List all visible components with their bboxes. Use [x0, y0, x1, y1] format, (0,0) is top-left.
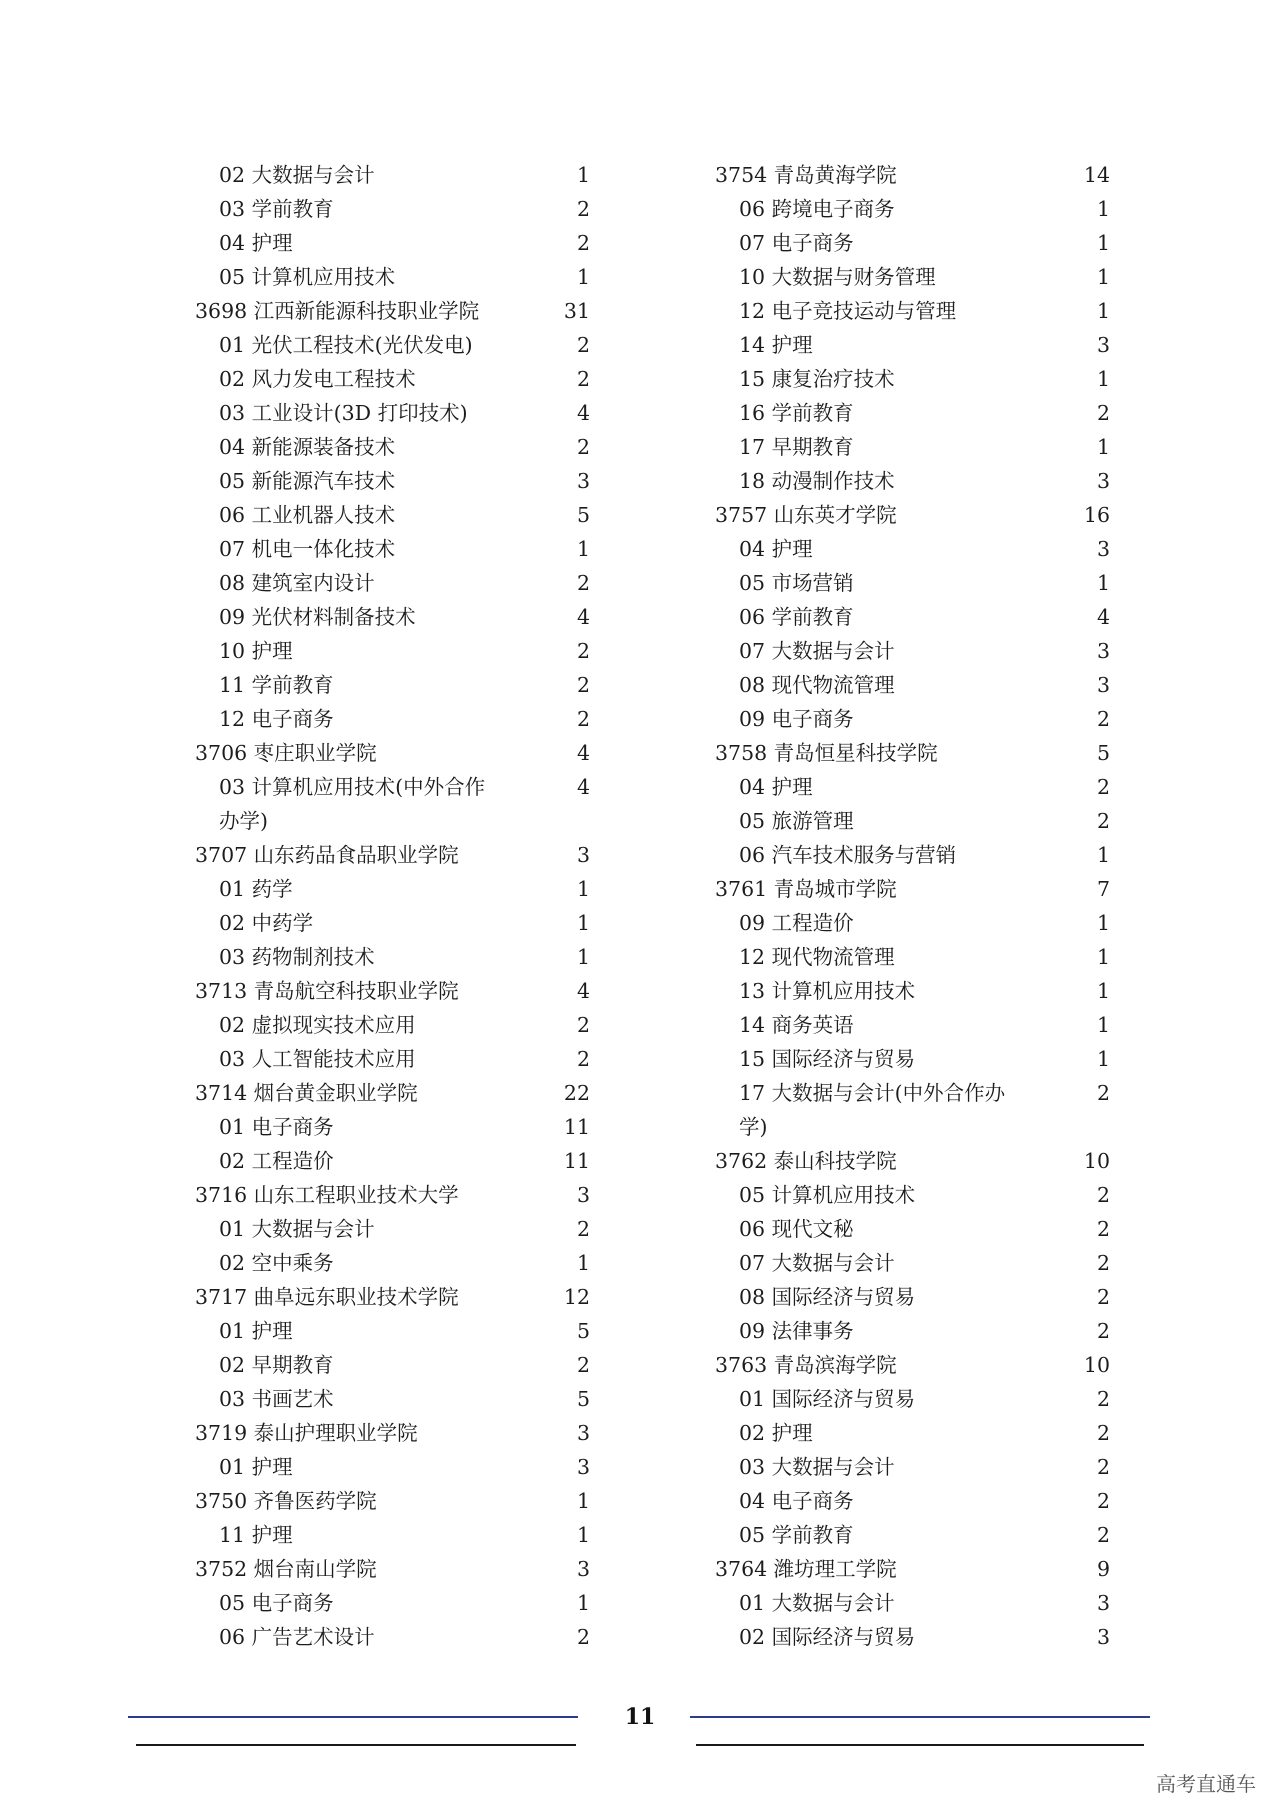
major-name: 08 建筑室内设计 [219, 571, 375, 595]
quota-count: 1 [1096, 367, 1110, 391]
major-row [195, 1246, 590, 1280]
major-name: 17 早期教育 [739, 435, 854, 459]
major-row [715, 532, 1110, 566]
quota-count: 1 [576, 537, 590, 561]
school-row [715, 872, 1110, 906]
school-name: 3717 曲阜远东职业技术学院 [195, 1285, 459, 1309]
quota-count: 7 [1096, 877, 1110, 901]
major-row [195, 1110, 590, 1144]
major-row [715, 192, 1110, 226]
quota-count: 2 [1096, 1251, 1110, 1275]
major-row [715, 294, 1110, 328]
footer-rule-top-right [690, 1716, 1150, 1718]
school-row [195, 1076, 590, 1110]
school-name: 3754 青岛黄海学院 [715, 163, 897, 187]
school-name: 3707 山东药品食品职业学院 [195, 843, 459, 867]
quota-count: 1 [576, 1591, 590, 1615]
quota-count: 3 [1096, 537, 1110, 561]
major-row [195, 430, 590, 464]
major-name: 10 大数据与财务管理 [739, 265, 936, 289]
quota-count: 2 [576, 1013, 590, 1037]
major-name: 04 新能源装备技术 [219, 435, 396, 459]
major-row [715, 1450, 1110, 1484]
major-name: 02 风力发电工程技术 [219, 367, 416, 391]
quota-count: 3 [576, 843, 590, 867]
quota-count: 5 [1096, 741, 1110, 765]
major-row [195, 260, 590, 294]
quota-count: 10 [1083, 1353, 1110, 1377]
major-name: 02 早期教育 [219, 1353, 334, 1377]
major-name: 01 光伏工程技术(光伏发电) [219, 333, 473, 357]
quota-count: 2 [1096, 775, 1110, 799]
major-row [195, 396, 590, 430]
quota-count: 2 [1096, 1217, 1110, 1241]
major-name: 05 新能源汽车技术 [219, 469, 396, 493]
major-name: 11 护理 [219, 1523, 293, 1547]
major-name: 08 现代物流管理 [739, 673, 895, 697]
major-name: 07 电子商务 [739, 231, 854, 255]
major-row [195, 498, 590, 532]
major-row [715, 1586, 1110, 1620]
major-row [715, 328, 1110, 362]
quota-count: 4 [1096, 605, 1110, 629]
major-name: 12 电子竞技运动与管理 [739, 299, 957, 323]
quota-count: 2 [576, 1625, 590, 1649]
major-row [715, 1484, 1110, 1518]
major-row [715, 1076, 1110, 1144]
major-name: 03 大数据与会计 [739, 1455, 895, 1479]
major-row [715, 260, 1110, 294]
major-row [715, 464, 1110, 498]
major-name: 01 护理 [219, 1455, 293, 1479]
school-name: 3698 江西新能源科技职业学院 [195, 299, 480, 323]
school-row [195, 1416, 590, 1450]
quota-count: 1 [1096, 945, 1110, 969]
major-row [715, 770, 1110, 804]
quota-count: 3 [576, 1557, 590, 1581]
major-name: 07 大数据与会计 [739, 1251, 895, 1275]
major-row [195, 226, 590, 260]
major-name: 16 学前教育 [739, 401, 854, 425]
major-name: 06 工业机器人技术 [219, 503, 396, 527]
quota-count: 2 [1096, 809, 1110, 833]
major-name: 03 人工智能技术应用 [219, 1047, 416, 1071]
major-name: 01 大数据与会计 [739, 1591, 895, 1615]
quota-count: 1 [1096, 843, 1110, 867]
quota-count: 3 [576, 1455, 590, 1479]
major-row [715, 702, 1110, 736]
quota-count: 31 [563, 299, 590, 323]
major-name: 05 市场营销 [739, 571, 854, 595]
major-row [195, 1314, 590, 1348]
school-row [715, 158, 1110, 192]
quota-count: 1 [576, 163, 590, 187]
quota-count: 4 [576, 741, 590, 765]
quota-count: 12 [563, 1285, 590, 1309]
quota-count: 5 [576, 1387, 590, 1411]
major-row [195, 566, 590, 600]
school-row [195, 736, 590, 770]
major-name: 08 国际经济与贸易 [739, 1285, 916, 1309]
school-name: 3752 烟台南山学院 [195, 1557, 377, 1581]
quota-count: 2 [1096, 401, 1110, 425]
major-row [715, 1416, 1110, 1450]
major-row [195, 362, 590, 396]
major-name: 04 护理 [739, 775, 813, 799]
school-row [195, 1178, 590, 1212]
school-name: 3713 青岛航空科技职业学院 [195, 979, 459, 1003]
major-row [715, 838, 1110, 872]
major-row [715, 362, 1110, 396]
quota-count: 3 [1096, 469, 1110, 493]
major-row [195, 600, 590, 634]
major-row [195, 1382, 590, 1416]
major-name: 09 光伏材料制备技术 [219, 605, 416, 629]
quota-count: 2 [1096, 1455, 1110, 1479]
quota-count: 2 [1096, 1285, 1110, 1309]
watermark: 高考直通车 [1156, 1772, 1256, 1796]
school-row [195, 1280, 590, 1314]
right-column [715, 158, 1110, 1654]
major-name: 03 工业设计(3D 打印技术) [219, 401, 468, 425]
quota-count: 4 [576, 775, 590, 799]
quota-count: 2 [576, 1217, 590, 1241]
quota-count: 2 [576, 707, 590, 731]
quota-count: 11 [563, 1149, 590, 1173]
major-row [195, 1586, 590, 1620]
footer-rule-top-left [128, 1716, 578, 1718]
major-row [715, 1280, 1110, 1314]
major-row [195, 1348, 590, 1382]
major-name: 14 护理 [739, 333, 813, 357]
quota-count: 1 [1096, 979, 1110, 1003]
major-name: 03 计算机应用技术(中外合作办学) [219, 775, 486, 833]
major-row [715, 1008, 1110, 1042]
major-name: 02 护理 [739, 1421, 813, 1445]
major-name: 15 国际经济与贸易 [739, 1047, 916, 1071]
quota-count: 2 [576, 231, 590, 255]
quota-count: 3 [1096, 1591, 1110, 1615]
major-row [195, 532, 590, 566]
quota-count: 1 [576, 877, 590, 901]
quota-count: 1 [1096, 435, 1110, 459]
major-name: 07 大数据与会计 [739, 639, 895, 663]
quota-count: 1 [1096, 299, 1110, 323]
quota-count: 2 [1096, 1183, 1110, 1207]
major-row [195, 1450, 590, 1484]
quota-count: 3 [1096, 1625, 1110, 1649]
major-row [715, 634, 1110, 668]
major-row [195, 940, 590, 974]
major-row [715, 566, 1110, 600]
quota-count: 2 [1096, 1421, 1110, 1445]
major-row [715, 906, 1110, 940]
quota-count: 1 [576, 1523, 590, 1547]
quota-count: 1 [576, 945, 590, 969]
major-name: 13 计算机应用技术 [739, 979, 916, 1003]
school-row [715, 1552, 1110, 1586]
major-name: 09 电子商务 [739, 707, 854, 731]
quota-count: 2 [576, 367, 590, 391]
quota-count: 4 [576, 401, 590, 425]
school-name: 3758 青岛恒星科技学院 [715, 741, 938, 765]
major-row [195, 1008, 590, 1042]
school-row [195, 974, 590, 1008]
school-name: 3719 泰山护理职业学院 [195, 1421, 418, 1445]
quota-count: 4 [576, 605, 590, 629]
quota-count: 3 [1096, 673, 1110, 697]
major-row [715, 974, 1110, 1008]
footer-rule-bottom-right [696, 1744, 1144, 1746]
major-row [195, 1144, 590, 1178]
quota-count: 1 [1096, 1047, 1110, 1071]
major-name: 18 动漫制作技术 [739, 469, 895, 493]
quota-count: 22 [563, 1081, 590, 1105]
major-row [715, 396, 1110, 430]
major-row [715, 940, 1110, 974]
major-row [195, 158, 590, 192]
quota-count: 2 [1096, 1489, 1110, 1513]
major-name: 05 电子商务 [219, 1591, 334, 1615]
major-row [715, 430, 1110, 464]
school-row [715, 1144, 1110, 1178]
school-row [195, 294, 590, 328]
major-name: 01 电子商务 [219, 1115, 334, 1139]
quota-count: 3 [576, 1421, 590, 1445]
school-row [195, 1552, 590, 1586]
major-row [195, 668, 590, 702]
major-name: 05 计算机应用技术 [739, 1183, 916, 1207]
quota-count: 16 [1083, 503, 1110, 527]
page-number: 11 [624, 1704, 656, 1730]
major-name: 06 学前教育 [739, 605, 854, 629]
major-name: 04 护理 [739, 537, 813, 561]
school-name: 3762 泰山科技学院 [715, 1149, 897, 1173]
quota-count: 3 [576, 1183, 590, 1207]
major-name: 05 学前教育 [739, 1523, 854, 1547]
major-row [195, 702, 590, 736]
quota-count: 2 [576, 639, 590, 663]
school-name: 3750 齐鲁医药学院 [195, 1489, 377, 1513]
major-name: 12 电子商务 [219, 707, 334, 731]
quota-count: 1 [1096, 911, 1110, 935]
quota-count: 2 [1096, 707, 1110, 731]
major-row [715, 668, 1110, 702]
major-name: 15 康复治疗技术 [739, 367, 895, 391]
major-name: 10 护理 [219, 639, 293, 663]
quota-count: 4 [576, 979, 590, 1003]
quota-count: 2 [576, 1047, 590, 1071]
major-name: 14 商务英语 [739, 1013, 854, 1037]
major-name: 02 大数据与会计 [219, 163, 375, 187]
major-row [715, 804, 1110, 838]
quota-count: 2 [576, 333, 590, 357]
school-row [715, 498, 1110, 532]
major-row [715, 1382, 1110, 1416]
quota-count: 1 [1096, 197, 1110, 221]
major-name: 02 国际经济与贸易 [739, 1625, 916, 1649]
major-name: 02 空中乘务 [219, 1251, 334, 1275]
major-row [195, 192, 590, 226]
major-name: 01 药学 [219, 877, 293, 901]
quota-count: 3 [1096, 639, 1110, 663]
major-name: 09 法律事务 [739, 1319, 854, 1343]
quota-count: 1 [576, 1251, 590, 1275]
footer-rule-bottom-left [136, 1744, 576, 1746]
major-row [195, 1212, 590, 1246]
major-name: 02 虚拟现实技术应用 [219, 1013, 416, 1037]
major-row [715, 226, 1110, 260]
quota-count: 2 [1096, 1081, 1110, 1105]
quota-count: 2 [1096, 1523, 1110, 1547]
quota-count: 1 [1096, 231, 1110, 255]
major-name: 06 汽车技术服务与营销 [739, 843, 957, 867]
major-name: 06 广告艺术设计 [219, 1625, 375, 1649]
major-name: 07 机电一体化技术 [219, 537, 396, 561]
school-row [195, 838, 590, 872]
quota-count: 1 [576, 911, 590, 935]
quota-count: 10 [1083, 1149, 1110, 1173]
quota-count: 2 [576, 435, 590, 459]
major-row [195, 906, 590, 940]
quota-count: 1 [576, 265, 590, 289]
major-row [195, 1620, 590, 1654]
school-name: 3716 山东工程职业技术大学 [195, 1183, 459, 1207]
school-name: 3706 枣庄职业学院 [195, 741, 377, 765]
school-name: 3757 山东英才学院 [715, 503, 897, 527]
major-name: 05 旅游管理 [739, 809, 854, 833]
quota-count: 2 [576, 1353, 590, 1377]
quota-count: 3 [1096, 333, 1110, 357]
major-row [195, 872, 590, 906]
quota-count: 2 [576, 571, 590, 595]
school-name: 3764 潍坊理工学院 [715, 1557, 897, 1581]
major-name: 03 书画艺术 [219, 1387, 334, 1411]
major-name: 03 药物制剂技术 [219, 945, 375, 969]
major-row [195, 1042, 590, 1076]
major-row [715, 1314, 1110, 1348]
major-row [715, 1212, 1110, 1246]
major-name: 01 大数据与会计 [219, 1217, 375, 1241]
major-row [195, 770, 590, 838]
quota-count: 2 [1096, 1387, 1110, 1411]
quota-count: 1 [1096, 1013, 1110, 1037]
quota-count: 14 [1083, 163, 1110, 187]
major-row [715, 1042, 1110, 1076]
major-row [195, 464, 590, 498]
quota-count: 2 [1096, 1319, 1110, 1343]
quota-count: 2 [576, 197, 590, 221]
quota-count: 1 [576, 1489, 590, 1513]
major-name: 12 现代物流管理 [739, 945, 895, 969]
major-row [715, 1620, 1110, 1654]
major-name: 02 工程造价 [219, 1149, 334, 1173]
school-name: 3714 烟台黄金职业学院 [195, 1081, 418, 1105]
school-row [715, 736, 1110, 770]
major-row [195, 1518, 590, 1552]
major-name: 11 学前教育 [219, 673, 334, 697]
major-name: 05 计算机应用技术 [219, 265, 396, 289]
left-column [195, 158, 590, 1654]
major-name: 03 学前教育 [219, 197, 334, 221]
school-row [195, 1484, 590, 1518]
school-name: 3761 青岛城市学院 [715, 877, 897, 901]
major-row [715, 1178, 1110, 1212]
quota-count: 5 [576, 503, 590, 527]
quota-count: 2 [576, 673, 590, 697]
major-name: 06 现代文秘 [739, 1217, 854, 1241]
quota-count: 1 [1096, 265, 1110, 289]
major-row [195, 328, 590, 362]
school-name: 3763 青岛滨海学院 [715, 1353, 897, 1377]
major-name: 04 电子商务 [739, 1489, 854, 1513]
major-name: 02 中药学 [219, 911, 314, 935]
major-row [715, 600, 1110, 634]
major-name: 06 跨境电子商务 [739, 197, 895, 221]
school-row [715, 1348, 1110, 1382]
major-row [715, 1246, 1110, 1280]
quota-count: 9 [1096, 1557, 1110, 1581]
major-name: 17 大数据与会计(中外合作办学) [739, 1081, 1006, 1139]
quota-count: 1 [1096, 571, 1110, 595]
major-row [195, 634, 590, 668]
major-name: 01 国际经济与贸易 [739, 1387, 916, 1411]
major-row [715, 1518, 1110, 1552]
major-name: 04 护理 [219, 231, 293, 255]
quota-count: 11 [563, 1115, 590, 1139]
quota-count: 3 [576, 469, 590, 493]
major-name: 09 工程造价 [739, 911, 854, 935]
quota-count: 5 [576, 1319, 590, 1343]
major-name: 01 护理 [219, 1319, 293, 1343]
